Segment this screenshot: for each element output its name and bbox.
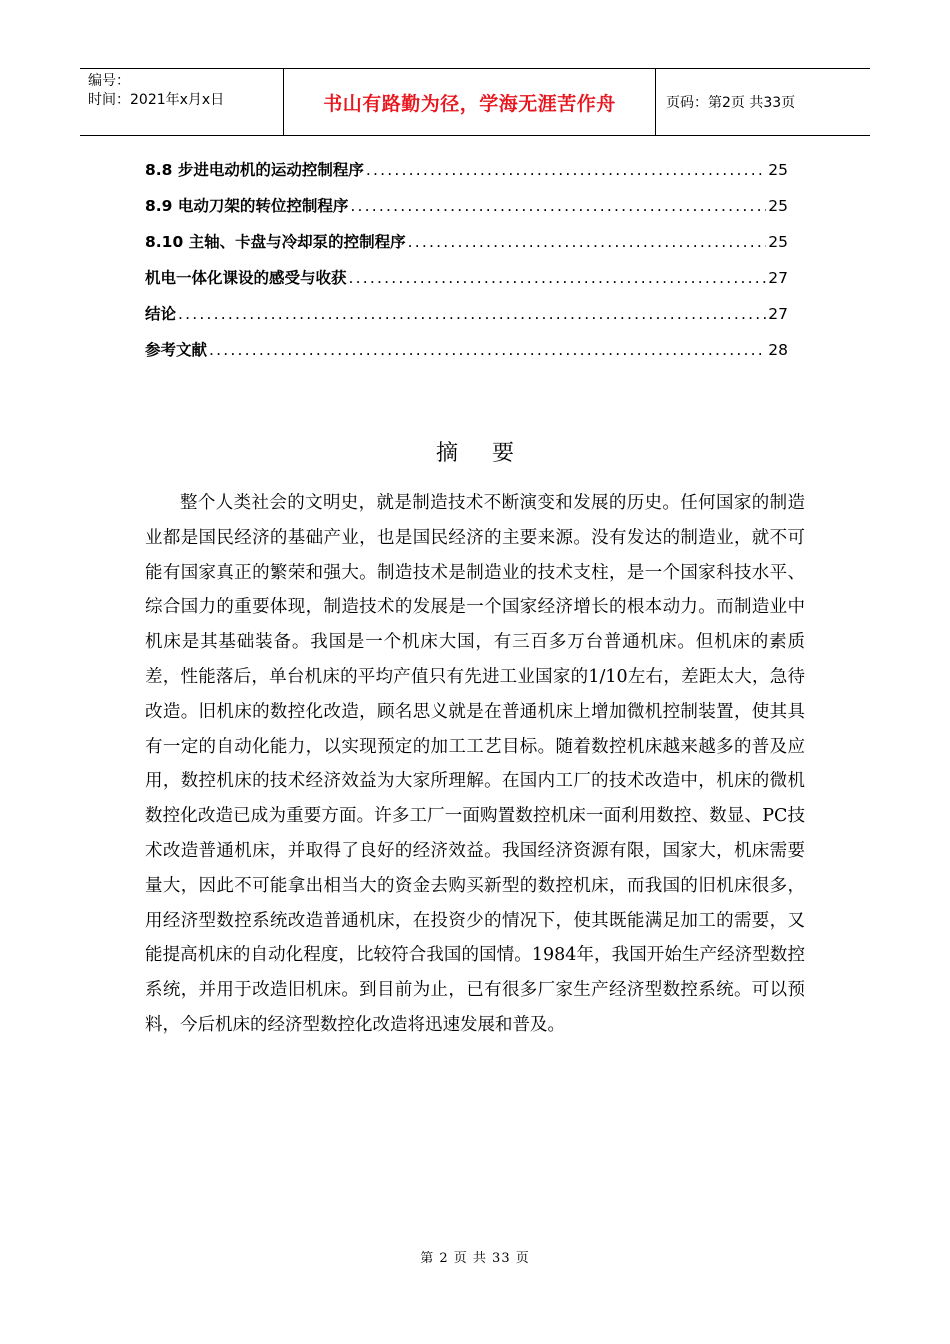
toc-leader-dots xyxy=(350,197,766,215)
page-info-text: 页码：第2页 共33页 xyxy=(666,95,796,111)
toc-entry-title: 8.8 步进电动机的运动控制程序 xyxy=(145,161,364,179)
toc-entry-page: 25 xyxy=(768,197,788,215)
page-footer: 第 2 页 共 33 页 xyxy=(420,1251,530,1266)
toc-leader-dots xyxy=(178,305,766,323)
toc-entry[interactable] xyxy=(145,230,788,266)
toc-entry[interactable] xyxy=(145,338,788,374)
date-line: 时间：2021年x月x日 xyxy=(88,92,225,108)
header-motto-cell xyxy=(283,69,656,135)
toc-entry[interactable] xyxy=(145,266,788,302)
toc-entry-page: 25 xyxy=(768,161,788,179)
toc-entry-page: 25 xyxy=(768,233,788,251)
toc-entry-page: 27 xyxy=(768,269,788,287)
toc-entry-page: 28 xyxy=(768,341,788,359)
toc-entry-title: 机电一体化课设的感受与收获 xyxy=(145,269,347,287)
toc-leader-dots xyxy=(366,161,766,179)
abstract-paragraph: 整个人类社会的文明史，就是制造技术不断演变和发展的历史。任何国家的制造业都是国民经济的基础产业，也是国民经济的主要来源。没有发达的制造业，就不可能有国家真正的繁荣和强大。制造技术是制造业的技术支柱，是一个国家科技水平、综合国力的重要体现，制造技术的发展是一个国家经济增长的根本动力。而制造业中机床是其基础装备。我国是一个机床大国，有三百多万台普通机床。但机床的素质差，性能落后，单台机床的平均产值只有先进工业国家的1/10左右，差距太大，急待改造。旧机床的数控化改造，顾名思义就是在普通机床上增加微机控制装置，使其具有一定的自动化能力，以实现预定的加工工艺目标。随着数控机床越来越多的普及应用，数控机床的技术经济效益为大家所理解。在国内工厂的技术改造中，机床的微机数控化改造已成为重要方面。许多工厂一面购置数控机床一面利用数控、数显、PC技术改造普通机床，并取得了良好的经济效益。我国经济资源有限，国家大，机床需要量大，因此不可能拿出相当大的资金去购买新型的数控机床，而我国的旧机床很多，用经济型数控系统改造普通机床，在投资少的情况下，使其既能满足加工的需要，又能提高机床的自动化程度，比较符合我国的国情。1984年，我国开始生产经济型数控系统，并用于改造旧机床。到目前为止，已有很多厂家生产经济型数控系统。可以预料，今后机床的经济型数控化改造将迅速发展和普及。 xyxy=(145,493,805,1035)
toc-entry-title: 8.10 主轴、卡盘与冷却泵的控制程序 xyxy=(145,233,406,251)
page-header xyxy=(80,68,870,136)
toc-entry-title: 参考文献 xyxy=(145,341,208,359)
toc-entry-title: 8.9 电动刀架的转位控制程序 xyxy=(145,197,349,215)
header-meta xyxy=(80,69,283,135)
toc-leader-dots xyxy=(209,341,766,359)
table-of-contents xyxy=(145,158,788,374)
toc-leader-dots xyxy=(408,233,767,251)
toc-entry-title: 结论 xyxy=(145,305,177,323)
toc-entry[interactable] xyxy=(145,302,788,338)
toc-entry[interactable] xyxy=(145,158,788,194)
header-page-info xyxy=(656,69,870,135)
toc-leader-dots xyxy=(349,269,767,287)
serial-label: 编号： xyxy=(88,73,130,89)
motto-text: 书山有路勤为径，学海无涯苦作舟 xyxy=(323,92,616,115)
toc-entry[interactable] xyxy=(145,194,788,230)
toc-entry-page: 27 xyxy=(768,305,788,323)
abstract-heading: 摘要 xyxy=(435,441,548,466)
